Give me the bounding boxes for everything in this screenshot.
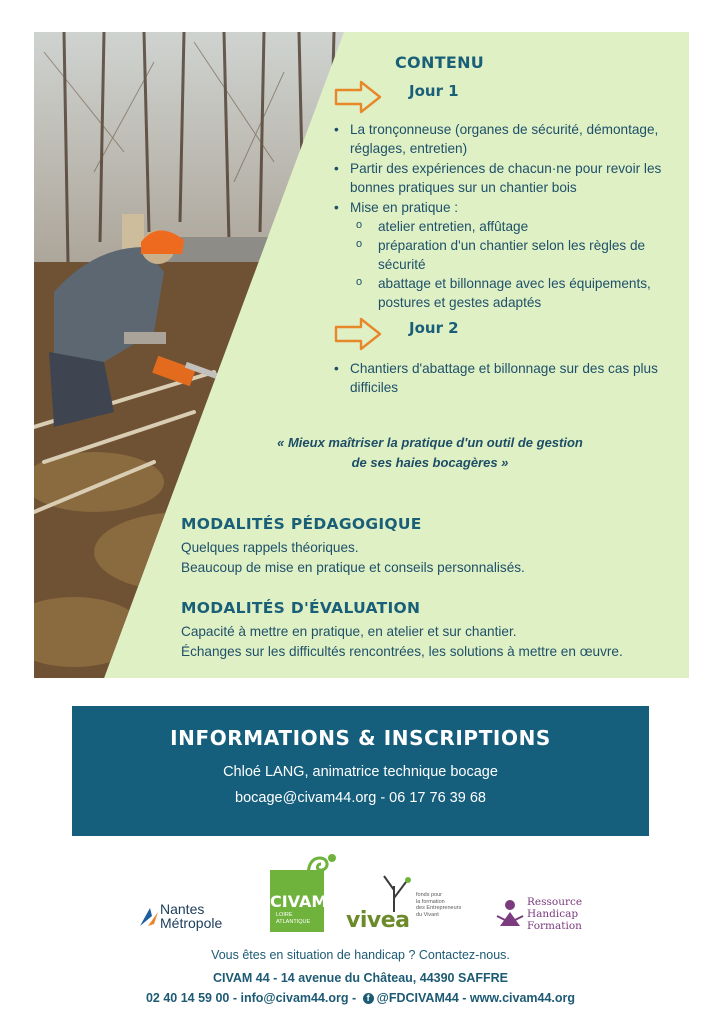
day2-label: Jour 2 xyxy=(409,319,459,337)
vivea-tree-icon xyxy=(374,872,416,912)
day2-header xyxy=(349,319,459,337)
civam-spiral-icon xyxy=(300,852,344,882)
vivea-tag: la formation xyxy=(416,898,445,905)
civam-sub1: LOIRE xyxy=(276,912,293,918)
vivea-tag: des Entrepreneurs xyxy=(416,905,462,911)
rhf-line: Handicap xyxy=(527,908,579,920)
day1-label: Jour 1 xyxy=(409,82,459,100)
footer-address: CIVAM 44 - 14 avenue du Château, 44390 SAFFRE xyxy=(212,971,508,985)
vivea-logo xyxy=(346,872,466,934)
list-item-label: Mise en pratique : xyxy=(350,200,459,215)
text-line: Quelques rappels théoriques. xyxy=(181,540,359,555)
sub-item: o atelier entretien, affûtage xyxy=(350,217,682,236)
quote-line: « Mieux maîtriser la pratique d'un outil de gestion xyxy=(277,435,583,450)
day1-header xyxy=(349,82,459,100)
day1-list xyxy=(332,120,682,313)
list-item: • Chantiers d'abattage et billonnage sur des cas plus difficiles xyxy=(332,359,677,397)
civam-logo xyxy=(270,870,328,932)
list-item xyxy=(332,198,682,312)
vivea-tag: du Vivant xyxy=(416,911,439,918)
vivea-name: vivea xyxy=(346,908,410,933)
text-line: Capacité à mettre en pratique, en atelier et sur chantier. xyxy=(181,624,517,639)
modalites-evaluation-text xyxy=(181,622,623,662)
vivea-tag: fonds pour xyxy=(416,892,442,898)
footer-contact-post[interactable]: @FDCIVAM44 - www.civam44.org xyxy=(376,991,576,1005)
handicap-person-icon xyxy=(495,896,525,932)
footer-contact-pre[interactable]: 02 40 14 59 00 - info@civam44.org - xyxy=(145,991,357,1005)
modalites-evaluation-title: MODALITÉS D'ÉVALUATION xyxy=(181,599,421,617)
list-item: • La tronçonneuse (organes de sécurité, démontage, réglages, entretien) xyxy=(332,120,682,158)
content-panel xyxy=(34,32,689,678)
partner-logos xyxy=(0,850,721,945)
list-item: • Partir des expériences de chacun·ne pour revoir les bonnes pratiques sur un chantier bois xyxy=(332,159,682,197)
handicap-notice: Vous êtes en situation de handicap ? Contactez-nous. xyxy=(211,948,510,962)
civam-sub2: ATLANTIQUE xyxy=(276,919,311,925)
modalites-pedagogique-title: MODALITÉS PÉDAGOGIQUE xyxy=(181,515,422,533)
text-line: Échanges sur les difficultés rencontrées, les solutions à mettre en œuvre. xyxy=(181,644,623,659)
contenu-title: CONTENU xyxy=(395,53,485,72)
sub-item: o abattage et billonnage avec les équipements, postures et gestes adaptés xyxy=(350,274,682,312)
modalites-pedagogique-text xyxy=(181,538,525,578)
nantes-line1: Nantes xyxy=(160,901,205,917)
footer-contact xyxy=(0,991,721,1005)
info-email-phone[interactable]: bocage@civam44.org - 06 17 76 39 68 xyxy=(235,790,486,806)
nantes-mark-icon xyxy=(138,904,160,930)
civam-name: CIVAM xyxy=(270,892,328,911)
nantes-line2: Métropole xyxy=(160,915,223,931)
sub-item: o préparation d'un chantier selon les règles de sécurité xyxy=(350,236,682,274)
ressource-handicap-logo xyxy=(495,892,595,936)
nantes-metropole-logo xyxy=(138,898,248,932)
info-box xyxy=(72,706,649,836)
day1-sublist xyxy=(350,217,682,312)
rhf-line: Ressource xyxy=(527,896,583,908)
info-title: INFORMATIONS & INSCRIPTIONS xyxy=(170,726,551,750)
facebook-icon[interactable]: f xyxy=(363,993,374,1004)
text-line: Beaucoup de mise en pratique et conseils personnalisés. xyxy=(181,560,525,575)
info-contact: Chloé LANG, animatrice technique bocage xyxy=(223,764,498,780)
rhf-line: Formation xyxy=(527,920,582,932)
quote xyxy=(240,433,620,473)
quote-line: de ses haies bocagères » xyxy=(351,455,509,470)
day2-list xyxy=(332,359,677,398)
